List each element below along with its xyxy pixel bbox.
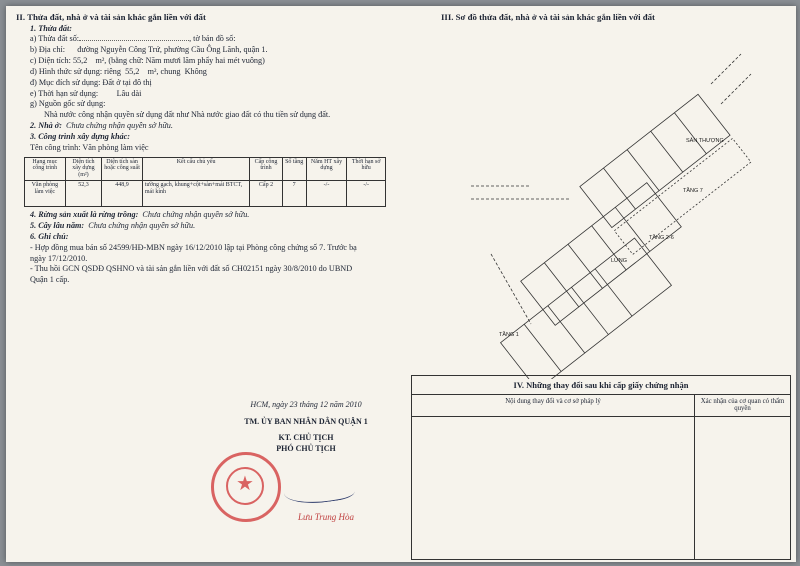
- usage-form-line: d) Hình thức sử dụng: riêng 55,2 m², chung Không: [30, 66, 207, 76]
- construction-table: [24, 157, 386, 208]
- certificate-sheet: [6, 6, 796, 562]
- right-page: [411, 12, 791, 557]
- table-header: Thời hạn sở hữu: [347, 157, 386, 181]
- section-title: II. Thửa đất, nhà ở và tài sản khác gắn liền với đất: [16, 12, 206, 22]
- date-line: HCM, ngày 23 tháng 12 năm 2010: [250, 400, 362, 409]
- table-header: Diện tích xây dựng (m²): [65, 157, 102, 181]
- left-page: [16, 12, 401, 557]
- changes-content-column: [412, 395, 695, 559]
- s4-line: 4. Rừng sản xuất là rừng trồng: Chưa chứng nhận quyền sở hữu.: [30, 210, 250, 220]
- s3-title: 3. Công trình xây dựng khác:: [30, 131, 130, 141]
- table-header: Hạng mục công trình: [25, 157, 66, 181]
- area-line: c) Diện tích: 55,2 m², (bằng chữ: Năm mươi lăm phẩy hai mét vuông): [30, 56, 265, 66]
- sign-org: TM. ỦY BAN NHÂN DÂN QUẬN 1: [244, 416, 368, 426]
- table-header: Kết cấu chủ yếu: [142, 157, 249, 181]
- table-cell: 7: [282, 181, 306, 207]
- sign-role-2: PHÓ CHỦ TỊCH: [276, 443, 336, 453]
- s6-title: 6. Ghi chú:: [30, 231, 69, 241]
- table-header: Cấp công trình: [250, 157, 282, 181]
- table-cell: -/-: [347, 181, 386, 207]
- purpose-line: đ) Mục đích sử dụng: Đất ở tại đô thị: [30, 77, 152, 87]
- signature-icon: [283, 475, 356, 508]
- s1-title: 1. Thửa đất:: [30, 23, 72, 33]
- origin-line: g) Nguồn gốc sử dụng:: [30, 99, 106, 109]
- s5-line: 5. Cây lâu năm: Chưa chứng nhận quyền sở hữu.: [30, 221, 196, 231]
- table-header: Số tầng: [282, 157, 306, 181]
- map-label: TẦNG 7: [683, 188, 703, 194]
- note-1: - Hợp đồng mua bán số 24599/HĐ-MBN ngày 16/12/2010 lập tại Phòng công chứng số 7. Trước bạ ngày 17/12/2010.: [30, 242, 357, 263]
- floor-plan-diagram: [411, 24, 791, 379]
- table-cell: 448,9: [102, 181, 143, 207]
- table-cell: -/-: [306, 181, 347, 207]
- changes-confirm-column: [695, 395, 790, 559]
- table-row: [25, 181, 386, 207]
- table-cell: Cấp 2: [250, 181, 282, 207]
- plan-block-upper: [580, 94, 730, 227]
- map-label: LỬNG: [611, 258, 628, 264]
- signer-name: Lưu Trung Hòa: [298, 512, 354, 522]
- column-header: Nội dung thay đổi và cơ sở pháp lý: [412, 395, 694, 417]
- map-label: TẦNG 1: [499, 332, 519, 338]
- table-cell: 52,3: [65, 181, 102, 207]
- changes-title: IV. Những thay đổi sau khi cấp giấy chứng nhận: [412, 376, 790, 395]
- map-label: TẦNG 2-6: [649, 235, 674, 241]
- table-header: Năm HT xây dựng: [306, 157, 347, 181]
- changes-table: [411, 375, 791, 560]
- s2-line: 2. Nhà ở: Chưa chứng nhận quyền sở hữu.: [30, 121, 173, 131]
- land-number-line: a) Thửa đất số: , tờ bản đồ số:: [30, 34, 236, 44]
- note-2: - Thu hồi GCN QSDĐ QSHNO và tài sản gắn liền với đất số CH02151 ngày 30/8/2010 do UBND Quận 1 cấp.: [30, 264, 353, 285]
- table-cell: Văn phòng làm việc: [25, 181, 66, 207]
- official-seal-icon: ★: [211, 452, 281, 522]
- table-header-row: [25, 157, 386, 181]
- column-header: Xác nhận của cơ quan có thẩm quyền: [695, 395, 790, 417]
- origin-text: Nhà nước công nhận quyền sử dụng đất như Nhà nước giao đất có thu tiền sử dụng đất.: [44, 110, 331, 120]
- section-title-right: III. Sơ đồ thửa đất, nhà ở và tài sản khác gắn liền với đất: [441, 12, 655, 22]
- table-header: Diện tích sàn hoặc công suất: [102, 157, 143, 181]
- term-line: e) Thời hạn sử dụng: Lâu dài: [30, 88, 142, 98]
- signature-block: [216, 400, 396, 454]
- sign-role-1: KT. CHỦ TỊCH: [278, 433, 334, 443]
- address-line: b) Địa chỉ: đường Nguyễn Công Trứ, phường Cầu Ông Lãnh, quận 1.: [30, 45, 268, 55]
- map-label: SÂN THƯỢNG: [686, 138, 724, 144]
- table-cell: tường gạch, khung+cột+sàn+mái BTCT, mái kính: [142, 181, 249, 207]
- s3-name: Tên công trình: Văn phòng làm việc: [30, 142, 149, 152]
